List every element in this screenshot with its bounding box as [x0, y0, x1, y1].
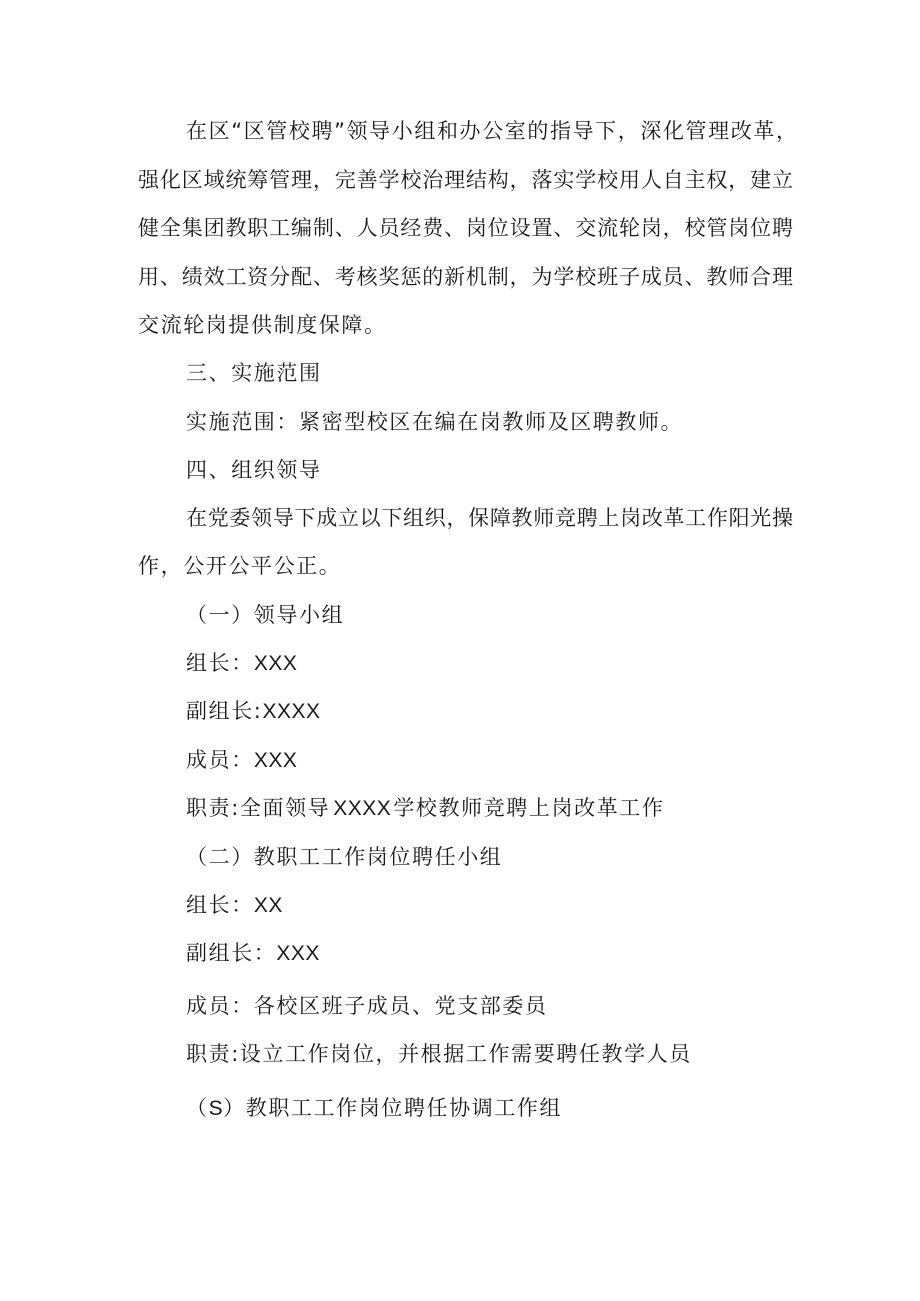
section-3-text: 实施范围：紧密型校区在编在岗教师及区聘教师。: [186, 410, 684, 434]
paragraph-4-line-2: 作，公开公平公正。: [138, 554, 342, 578]
group-1-deputy-value: XXXX: [262, 700, 321, 723]
group-1-duty-label: 职责:全面领导: [186, 796, 331, 820]
group-2-deputy: [186, 938, 320, 969]
paragraph-1-line-2: 强化区域统筹管理，完善学校治理结构，落实学校用人自主权，建立: [138, 168, 793, 192]
group-3-open-paren: （: [186, 1096, 209, 1120]
paragraph-4-line-1: 在党委领导下成立以下组织，保障教师竞聘上岗改革工作阳光操: [186, 506, 793, 530]
group-2-leader-label: 组长：: [186, 893, 254, 917]
group-2-leader: [186, 890, 283, 921]
group-1-duty: [186, 793, 665, 824]
group-2-deputy-value: XXX: [276, 942, 320, 965]
paragraph-1-line-5: 交流轮岗提供制度保障。: [138, 313, 387, 337]
group-1-deputy-label: 副组长:: [186, 699, 263, 723]
group-2-deputy-label: 副组长：: [186, 941, 277, 965]
group-1-leader: [186, 648, 297, 679]
group-1-leader-label: 组长：: [186, 651, 254, 675]
group-3-heading: [186, 1093, 562, 1124]
section-4-heading: 四、组织领导: [186, 458, 322, 482]
paragraph-1-line-3: 健全集团教职工编制、人员经费、岗位设置、交流轮岗，校管岗位聘: [138, 216, 793, 240]
group-2-heading: （二）教职工工作岗位聘任小组: [186, 845, 503, 869]
group-2-members: 成员：各校区班子成员、党支部委员: [186, 994, 548, 1018]
group-3-marker: S: [208, 1097, 224, 1120]
group-1-duty-value: XXXX: [333, 797, 392, 820]
section-3-heading: 三、实施范围: [186, 361, 322, 385]
paragraph-1-line-4: 用、绩效工资分配、考核奖惩的新机制，为学校班子成员、教师合理: [138, 265, 793, 289]
paragraph-1-line-1: 在区“区管校聘”领导小组和办公室的指导下，深化管理改革，: [186, 119, 799, 143]
group-1-leader-value: XXX: [253, 652, 298, 675]
group-2-duty: 职责:设立工作岗位，并根据工作需要聘任教学人员: [186, 1042, 692, 1066]
group-1-members-value: XXX: [253, 749, 298, 772]
group-1-heading: （一）领导小组: [186, 603, 345, 627]
group-1-duty-rest: 学校教师竞聘上岗改革工作: [393, 796, 665, 820]
group-2-leader-value: XX: [253, 894, 283, 917]
group-1-deputy: [186, 696, 321, 727]
group-3-heading-text: ）教职工工作岗位聘任协调工作组: [223, 1096, 563, 1120]
group-1-members: [186, 745, 297, 776]
group-1-members-label: 成员：: [186, 748, 254, 772]
